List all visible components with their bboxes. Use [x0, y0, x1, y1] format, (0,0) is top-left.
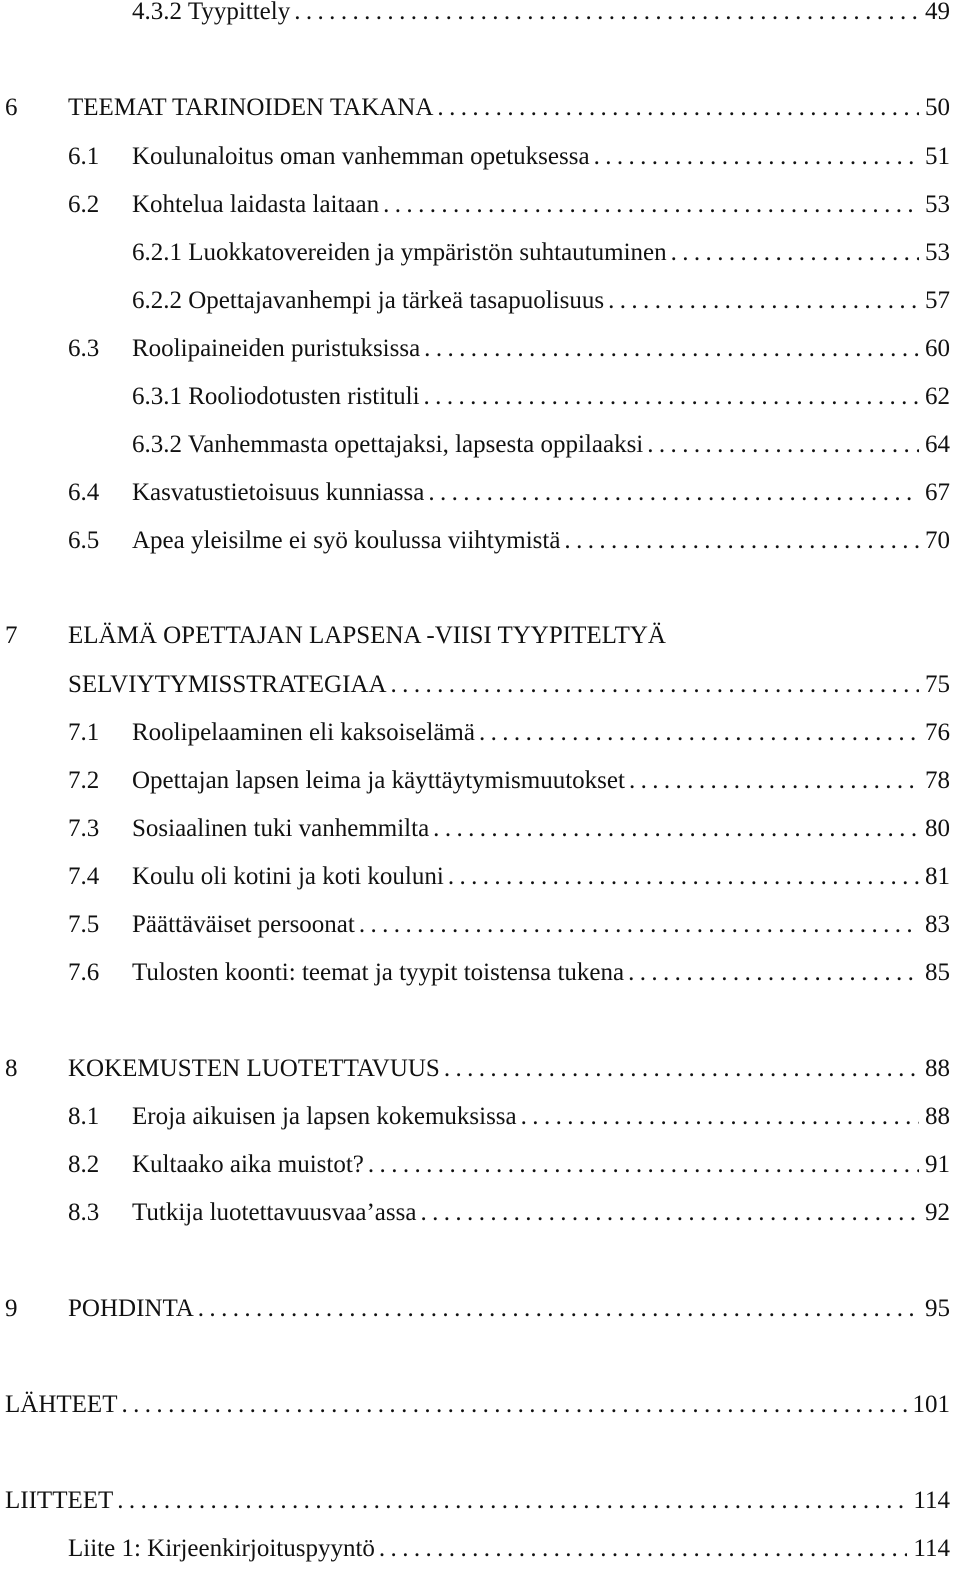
leader-dots [671, 235, 919, 271]
leader-dots [437, 90, 919, 126]
leader-dots [479, 715, 919, 751]
entry-page: 51 [919, 139, 950, 175]
toc-entry[interactable] [0, 1291, 950, 1327]
leader-dots [294, 0, 919, 30]
toc-entry[interactable] [0, 235, 950, 271]
leader-dots [444, 1051, 919, 1087]
leader-dots [420, 1195, 919, 1231]
toc-entry[interactable] [0, 0, 950, 30]
toc-entry[interactable] [0, 187, 950, 223]
entry-number: 4.3.2 [132, 0, 182, 25]
toc-entry[interactable] [0, 859, 950, 895]
toc-entry[interactable] [0, 1387, 950, 1423]
entry-title: Päättäväiset persoonat [132, 907, 359, 943]
leader-dots [383, 187, 919, 223]
entry-page: 78 [919, 763, 950, 799]
entry-number: 8 [5, 1055, 18, 1082]
entry-number: 6.3.2 [132, 431, 182, 458]
entry-number: 7.6 [68, 959, 100, 986]
entry-page: 81 [919, 859, 950, 895]
toc-entry[interactable] [0, 811, 950, 847]
leader-dots [428, 475, 919, 511]
entry-page: 67 [919, 475, 950, 511]
toc-entry[interactable] [0, 1531, 950, 1567]
entry-page: 95 [919, 1291, 950, 1327]
toc-entry[interactable] [0, 283, 950, 319]
entry-page: 75 [919, 667, 950, 703]
toc-entry[interactable] [0, 139, 950, 175]
toc-entry[interactable] [0, 1195, 950, 1231]
entry-number: 8.2 [68, 1151, 100, 1178]
entry-title: SELVIYTYMISSTRATEGIAA [68, 667, 391, 703]
leader-dots [121, 1387, 906, 1423]
leader-dots [433, 811, 919, 847]
leader-dots [629, 763, 919, 799]
entry-number: 7.5 [68, 911, 100, 938]
entry-title: ELÄMÄ OPETTAJAN LAPSENA -VIISI TYYPITELTYÄ [68, 622, 666, 649]
entry-number: 7.3 [68, 815, 100, 842]
entry-page: 88 [919, 1099, 950, 1135]
toc-entry[interactable] [0, 1147, 950, 1183]
toc-entry[interactable] [0, 331, 950, 367]
entry-number: 6.1 [68, 143, 100, 170]
entry-page: 49 [919, 0, 950, 30]
toc-entry[interactable] [0, 475, 950, 511]
entry-number: 8.1 [68, 1103, 100, 1130]
entry-number: 7.1 [68, 719, 100, 746]
entry-number: 6.2 [68, 191, 100, 218]
entry-page: 114 [907, 1483, 950, 1519]
toc-entry[interactable] [0, 715, 950, 751]
entry-title: LIITTEET [5, 1483, 117, 1519]
entry-page: 53 [919, 235, 950, 271]
toc-entry[interactable] [0, 90, 950, 126]
entry-title: Tutkija luotettavuusvaa’assa [132, 1195, 420, 1231]
entry-page: 91 [919, 1147, 950, 1183]
entry-title: KOKEMUSTEN LUOTETTAVUUS [68, 1051, 444, 1087]
entry-title: Opettajan lapsen leima ja käyttäytymismuutokset [132, 763, 629, 799]
entry-title: Opettajavanhempi ja tärkeä tasapuolisuus [188, 287, 605, 314]
entry-number: 6.5 [68, 527, 100, 554]
leader-dots [368, 1147, 919, 1183]
entry-number: 7 [5, 622, 18, 649]
entry-number: 6.4 [68, 479, 100, 506]
entry-page: 83 [919, 907, 950, 943]
toc-entry[interactable] [0, 379, 950, 415]
entry-title: TEEMAT TARINOIDEN TAKANA [68, 90, 437, 126]
entry-page: 101 [907, 1387, 951, 1423]
entry-number: 6.3 [68, 335, 100, 362]
entry-title: Eroja aikuisen ja lapsen kokemuksissa [132, 1099, 521, 1135]
entry-page: 85 [919, 955, 950, 991]
toc-entry[interactable] [0, 667, 950, 703]
entry-title: Apea yleisilme ei syö koulussa viihtymistä [132, 523, 564, 559]
entry-title: Luokkatovereiden ja ympäristön suhtautuminen [188, 239, 667, 266]
toc-entry[interactable] [0, 1099, 950, 1135]
entry-number: 6.2.1 [132, 239, 182, 266]
entry-title: Vanhemmasta opettajaksi, lapsesta oppilaaksi [187, 431, 644, 458]
entry-page: 64 [919, 427, 950, 463]
entry-title: Tyypittely [187, 0, 291, 25]
entry-number: 6.2.2 [132, 287, 182, 314]
leader-dots [564, 523, 919, 559]
toc-entry[interactable] [0, 955, 950, 991]
entry-page: 62 [919, 379, 950, 415]
entry-number: 7.4 [68, 863, 100, 890]
toc-entry[interactable] [0, 618, 950, 654]
entry-page: 114 [907, 1531, 950, 1567]
leader-dots [379, 1531, 908, 1567]
entry-title: Kultaako aika muistot? [132, 1147, 368, 1183]
leader-dots [391, 667, 919, 703]
entry-title: Kohtelua laidasta laitaan [132, 187, 383, 223]
entry-number: 6.3.1 [132, 383, 182, 410]
entry-title: Koulu oli kotini ja koti kouluni [132, 859, 448, 895]
entry-page: 53 [919, 187, 950, 223]
entry-title: Rooliodotusten ristituli [188, 383, 420, 410]
entry-title: Roolipelaaminen eli kaksoiselämä [132, 715, 479, 751]
leader-dots [198, 1291, 919, 1327]
entry-page: 60 [919, 331, 950, 367]
entry-title: Kasvatustietoisuus kunniassa [132, 475, 428, 511]
entry-title: Sosiaalinen tuki vanhemmilta [132, 811, 433, 847]
entry-page: 92 [919, 1195, 950, 1231]
entry-title: Roolipaineiden puristuksissa [132, 331, 424, 367]
entry-title: Liite 1: Kirjeenkirjoituspyyntö [68, 1531, 379, 1567]
leader-dots [608, 283, 919, 319]
entry-page: 57 [919, 283, 950, 319]
toc-entry[interactable] [0, 1051, 950, 1087]
leader-dots [521, 1099, 919, 1135]
entry-title: LÄHTEET [5, 1387, 121, 1423]
toc-entry[interactable] [0, 427, 950, 463]
leader-dots [647, 427, 919, 463]
leader-dots [594, 139, 919, 175]
entry-title: Tulosten koonti: teemat ja tyypit toistensa tukena [132, 955, 628, 991]
leader-dots [448, 859, 919, 895]
leader-dots [117, 1483, 907, 1519]
entry-page: 76 [919, 715, 950, 751]
entry-title: POHDINTA [68, 1291, 198, 1327]
leader-dots [359, 907, 919, 943]
toc-entry[interactable] [0, 1483, 950, 1519]
entry-number: 7.2 [68, 767, 100, 794]
entry-page: 50 [919, 90, 950, 126]
leader-dots [424, 379, 919, 415]
entry-page: 70 [919, 523, 950, 559]
toc-entry[interactable] [0, 907, 950, 943]
entry-number: 8.3 [68, 1199, 100, 1226]
entry-number: 6 [5, 94, 18, 121]
toc-entry[interactable] [0, 523, 950, 559]
entry-page: 80 [919, 811, 950, 847]
leader-dots [424, 331, 919, 367]
entry-title: Koulunaloitus oman vanhemman opetuksessa [132, 139, 594, 175]
toc-entry[interactable] [0, 763, 950, 799]
leader-dots [628, 955, 919, 991]
entry-number: 9 [5, 1295, 18, 1322]
entry-page: 88 [919, 1051, 950, 1087]
